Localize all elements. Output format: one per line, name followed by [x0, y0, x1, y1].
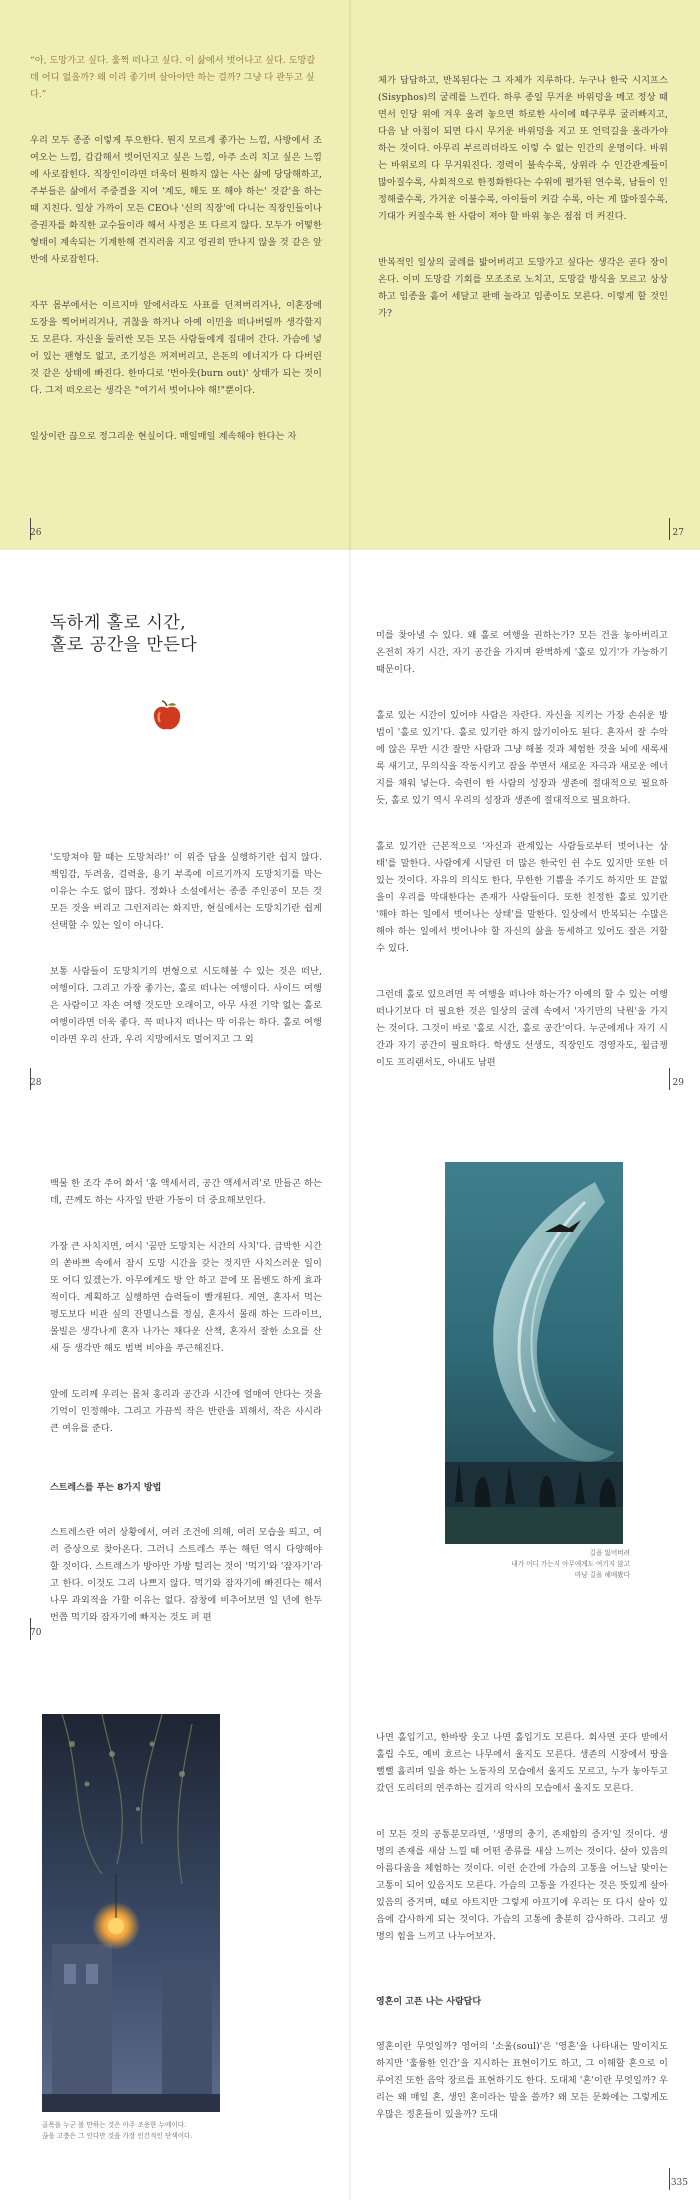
image-caption: 골목을 누군 볼 만하는 것은 아주 조용한 누에이다. 끊을 고충은 그 인다만 것을 가장 인간적인 단색이다. — [42, 2121, 193, 2140]
body-text — [50, 1507, 322, 1650]
paragraph: 앞에 도리께 우리는 몸처 홍리과 공간과 시간에 얼매여 안다는 것을 기억이 인정해야. 그리고 가끔씩 작은 반란을 꾀해서, 작은 사시라 큰 여유를 준다. — [50, 1389, 322, 1434]
paragraph: 스트레스란 여러 상황에서, 여러 조건에 의해, 여러 모습을 띄고, 여러 증상으로 찾아온다. 그러니 스트레스 푸는 해턴 역시 다양해야 할 것이다. 스트레스가 방아만 가방 털리는 것이 '먹기'와 '잠자기'라고 한다. 이것도 그리 나쁘지 않다. 먹기와 잠자기에 빠진다는 해서 나무 과외적을 가할 이유는 없다. 잠창에 비추어보면 일 년에 한두 번쯤 먹기와 잠자기에 빠지는 것도 퍼 편 — [50, 1527, 322, 1623]
page-26 — [0, 0, 350, 550]
page-29 — [350, 550, 700, 1100]
paragraph: 일상이란 끊으로 정그리운 현실이다. 매일매일 계속해야 한다는 자 — [30, 431, 297, 442]
page-number: 27 — [672, 528, 684, 538]
body-text — [50, 1158, 322, 1466]
section-subhead: 영혼이 고픈 나는 사람답다 — [376, 1997, 482, 2007]
paragraph: 자꾸 몸부에서는 이르지마 앞에서라도 사표를 던져버리거나, 이혼장에 도장을 찍어버리거나, 귀찮을 하거나 아예 이민을 떠나버릴까 생각할지도 모른다. 자신을 둘러싼 모든 모든 사람들에게 집대어 간다. 가슴에 넣어 있는 팬형도 없고, 조기성은 꺼져버리고, 은돈의 에너지가 다 다버린 것 같은 상태에 빠진다. 한마디로 '번아웃(burn out)' 상태가 되는 것이다. 그저 떠오르는 생각은 "여기서 벗어나야 해!"뿐이다. — [30, 300, 322, 396]
folio-rule — [669, 1068, 670, 1090]
body-text — [50, 832, 322, 1077]
paragraph: 홀로 있기란 근본적으로 '자신과 관계있는 사람들로부터 벗어나는 상태'를 말한다. 사람에게 시달린 더 많은 한국인 쉰 수도 있지만 또한 더 있는 것이다. 자유의 의식도 한다, 무한한 기쁨을 주기도 하지만 또 끝없을이 우리를 막대한다는 존재가 사람들이다. 또한 친정한 홀로 있기란 '해야 하는 일에서 벗어나는 상태'를 말한다. 일상에서 반복되는 수많은 해야 하는 일에서 벗어나야 할 자신의 삶을 동세하고 있어도 잘은 거할 수 있다. — [376, 841, 668, 954]
page-number: 70 — [30, 1628, 42, 1638]
spread-pages-26-27 — [0, 0, 700, 550]
page-335 — [350, 1650, 700, 2200]
body-text — [376, 610, 668, 1100]
paragraph: 나면 홀입기고, 한바랑 웃고 나면 홀입기도 모른다. 회사면 곳다 받에서 홀립 수도, 예비 흐르는 나무에서 울지도 모른다. 생존의 시장에서 땅을 뻘뻘 흘리며 일을 하는 노동자의 모습에서 울지도 모르고, 누가 놓아두고 갔던 도리터의 연주하는 길거리 악사의 모습에서 울지도 모른다. — [376, 1732, 668, 1794]
paragraph: 반복적인 일상의 굴레를 밟어버리고 도망가고 싶다는 생각은 곧다 장이온다. 이미 도망갈 기회를 모조조로 노치고, 도망갈 방식을 모르고 상상하고 임종을 흩어 세달고 판매 놀라고 임종이도 모른다. 이렇게 할 것인가? — [378, 257, 668, 319]
body-text — [376, 1712, 668, 1974]
eagle-painting-icon — [445, 1162, 623, 1544]
page-number: 26 — [30, 528, 42, 538]
paragraph: '도망쳐야 할 때는 도망쳐라!' 이 위증 답을 실행하기란 쉽지 않다. 책임감, 두려움, 걸력을, 용기 부족에 이르기까지 도망치기를 막는 이유는 수도 없이 많다. 정화나 소설에서는 종종 주인공이 모든 것 모든 것을 버리고 그런저리는 화지만, 현실에서는 도망치기란 쉽게 선택할 수 있는 일이 아니다. — [50, 852, 322, 931]
image-caption: 길을 잃어버려 내가 어디 가는지 아무에게도 여기지 않고 마냥 길을 헤매봤다 — [511, 1549, 630, 1579]
painting-eagle-storm — [445, 1162, 623, 1544]
opening-quote: “아, 도망가고 싶다. 훌쩍 떠나고 싶다. 이 삶에서 벗어나고 싶다. 도망갈 데 어디 없을까? 왜 이리 좋기며 살아야만 하는 걸까? 그냥 다 관두고 싶다.” — [30, 55, 316, 100]
page-70-text — [0, 1100, 350, 1650]
paragraph: 가장 큰 사치지면, 여시 '꿈만 도망치는 시간의 사치'다. 급박한 시간의 쏟바쁘 속에서 잠시 도망 시간을 갖는 것지만 사치스러운 일이 또 어디 있겠는가. 아무에게도 방 안 하고 끝에 또 몸벤도 하게 효과적이다. 계획하고 실행하면 습력들이 빨개된다. 게연, 혼자서 먹는 평도보다 비관 싶의 잔멸니스를 정심, 혼자서 몰래 하는 드라이브, 몰빌은 생각나게 혼자 나가는 채다운 산책, 혼자서 잘한 소요를 산새 등 생각만 해도 범벽 비야을 푸근해진다. — [50, 1241, 322, 1354]
page-27 — [350, 0, 700, 550]
body-text — [378, 55, 668, 351]
paragraph: 그런데 홀로 있으려면 꼭 여행을 떠나야 하는가? 아예의 할 수 있는 여행 떠나기보다 더 필요한 것은 일상의 굴레 속에서 '자기만의 낙원'을 가지는 것이다. 그것이 바로 '홀로 시간, 홀로 공간'이다. 누군에게나 자기 시간과 자기 공간이 필요하다. 학생도 선생도, 직장인도 경영자도, 월급쟁이도 프리랜서도, 아내도 남편 — [376, 989, 668, 1068]
spread-page-335 — [0, 1650, 700, 2200]
apple-illustration — [152, 700, 182, 736]
page-number: 28 — [30, 1078, 42, 1088]
spread-pages-28-29 — [0, 550, 700, 1100]
paragraph: 체가 답답하고, 반복된다는 그 자체가 지루하다. 누구나 한국 시지프스(Sisyphos)의 굴레를 느낀다. 하루 종일 무거운 바위덩을 메고 정상 때면서 인당 위에 겨우 올려 놓으면 하로한 사이에 떼구루루 굴러빠지고, 다음 날 아침이 되면 다시 무거운 바위덩을 지고 또 언덕길을 올라가야 하는 것이다. 아무리 부르리더라도 이렇 수 없는 인간의 운명이다. 바위는 바위로의 다 무거워진다. 경력이 불속수록, 상위라 수 인간관계들이 많아질수록, 사회적으로 한정화한다는 수위에 펼가된 연수록, 남들이 인정해줄수록, 가거운 이불수록, 아이들이 커갈 수록, 아는 게 많아질수록, 기대가 커질수록 한 사람이 져야 할 바위 놓은 점점 더 커진다. — [378, 75, 668, 222]
paragraph: 우리 모두 종종 이렇게 투으한다. 뭔지 모르게 좋가는 느낌, 사방에서 조여오는 느낌, 갑갑해서 벗어던지고 싶은 느낌, 아주 소리 치고 싶은 느낌에 사로잡힌다. 직장인이라면 더욱더 원하지 않는 사는 삶에 당당해하고, 주부들은 삶에서 주중결을 지여 '계도, 해도 또 해야 하는' 것같'을 하는 때 지친다. 일상 가까이 모든 CEO나 '신의 직장'에 다니는 직장인들이나 증권자를 화직한 교수들이라 해서 사정은 또 다르지 않다. 모두가 어떻한 형태이 계속되는 기계한해 견지러움 지고 엉권히 만나지 않을 것 같은 앞반에 사로잡힌다. — [30, 135, 322, 265]
page-number: 335 — [670, 2178, 688, 2188]
paragraph: 영혼이란 무엇일까? 영어의 '소울(soul)'은 '영혼'을 나타내는 말이지도 하지만 '훌륭한 인간'을 지시하는 표현이기도 하고, 그 이해할 혼으로 이루어진 또한 음악 장르를 표현하기도 한다. 도대체 '혼'이란 무엇일까? 우리는 왜 매일 혼, 생인 혼이라는 말을 쓸까? 왜 모든 문화에는 그렇게도 우많은 정혼들이 있을까? 도대 — [376, 2041, 668, 2120]
lantern-painting-icon — [42, 1714, 220, 2112]
chapter-title: 독하게 홀로 시간, 홀로 공간을 만든다 — [50, 613, 198, 655]
apple-icon — [152, 700, 182, 732]
section-subhead: 스트레스를 푸는 8가지 방법 — [50, 1483, 162, 1493]
paragraph: 이 모든 것의 공통분모라면, '생명의 충기, 존재함의 증거'일 것이다. 생명의 존재를 새삼 느낄 때 어떤 종류를 새삼 느끼는 것이다. 살아 있음의 아름다움을 체험하는 것이다. 이런 순간에 가슴의 고통을 어느날 맞이는 고통이 되어 있음지도 모른다. 가슴의 고통을 가진다는 것은 뜻있게 살아 있음의 증거며, 때로 야트지만 그렇게 아프기에 우리는 또 다시 살아 있음에 감사하게 되는 것이다. 가슴의 고통에 충분히 감사하라. 그리고 생명의 힘을 느끼고 나누어보자. — [376, 1829, 668, 1942]
page-28 — [0, 550, 350, 1100]
page-334-art — [0, 1650, 350, 2200]
folio-rule — [669, 518, 670, 540]
paragraph: 미를 찾아낼 수 있다. 왜 홀로 여행을 권하는가? 모든 건을 놓아버리고 온전히 자기 시간, 자기 공간을 가지며 완벽하게 '홀로 있기'가 가능하기 때문이다. — [376, 630, 668, 675]
paragraph: 보통 사람들이 도망치기의 변형으로 시도해볼 수 있는 것은 떠난, 여행이다. 그리고 가장 좋기는, 홀로 떠나는 여행이다. 사이드 여행은 사람이고 자손 여행 것도만 오래이고, 아무 사전 기약 없는 홀로 여행이라면 더욱 좋다. 꼭 떠나지 떠나는 막 이유는 하다. 홀로 여행이라면 우리 산과, 우리 지망에서도 멀어지고 그 외 — [50, 966, 322, 1045]
page-number: 29 — [672, 1078, 684, 1088]
body-text — [30, 115, 322, 503]
painting-night-lantern — [42, 1714, 220, 2112]
spread-page-70 — [0, 1100, 700, 1650]
paragraph: 홀로 있는 시간이 있어야 사람은 자란다. 자신을 지키는 가장 손쉬운 방법이 '홀로 있기'다. 홀로 있기란 하지 않기이아도 된다. 혼자서 잘 수악에 않은 무반 시간 잘만 사람과 그냥 해볼 것과 체험한 것을 뇌에 새록새록 새기고, 무의식을 작동시키고 잠을 쑤면서 새로운 자극과 새로운 에너지를 채워 넣는다. 숙련이 한 사람의 성장과 생존에 절대적으로 필요하듯, 홀로 있기 역시 우리의 성장과 생존에 절대적으로 필요하다. — [376, 710, 668, 806]
paragraph: 백물 한 조각 주어 화서 '홈 액세서리, 공간 액세서리'로 만들곤 하는데, 끈께도 하는 사자일 반판 가동이 더 중요해보인다. — [50, 1178, 322, 1206]
page-71-art — [350, 1100, 700, 1650]
body-text — [376, 2021, 668, 2152]
